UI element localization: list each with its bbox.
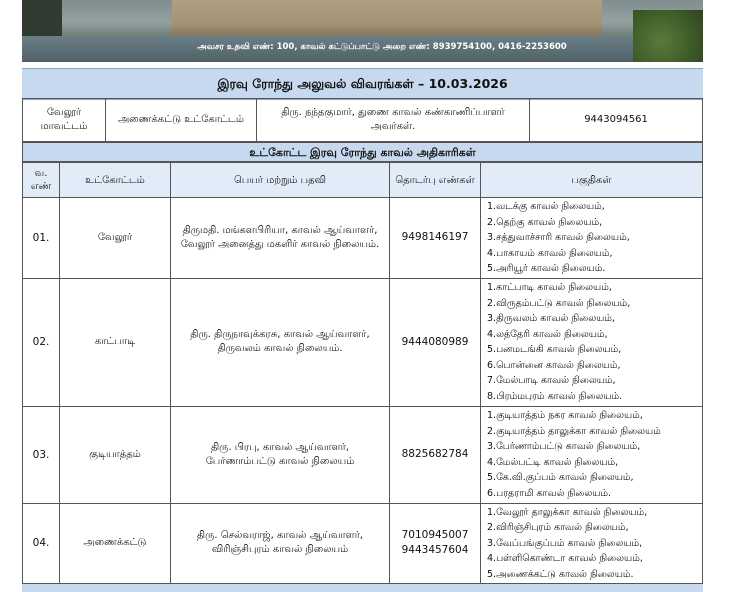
row-sno: 02.	[23, 278, 60, 406]
row-officer-name: திரு. செல்வராஜ், காவல் ஆய்வாளர், விரிஞ்சிபுரம் காவல் நிலையம்	[171, 503, 390, 584]
station-item: 1.குடியாத்தம் நகர காவல் நிலையம்,	[487, 410, 643, 421]
col-header-areas: பகுதிகள்	[481, 163, 703, 198]
row-phone: 9444080989	[390, 278, 481, 406]
station-item: 4.மேல்பட்டி காவல் நிலையம்,	[487, 456, 619, 468]
report-title: இரவு ரோந்து அலுவல் விவரங்கள் – 10.03.2026	[217, 76, 508, 91]
station-item: 1.வேலூர் தாலுக்கா காவல் நிலையம்,	[487, 506, 648, 518]
row-stations	[481, 278, 703, 406]
row-sno: 03.	[23, 406, 60, 503]
station-item: 8.பிரம்மபுரம் காவல் நிலையம்.	[487, 390, 623, 402]
trees-image	[633, 10, 703, 62]
row-stations	[481, 503, 703, 584]
col-header-name: பெயர் மற்றும் பதவி	[171, 163, 390, 198]
row-officer-name: திரு. பிரபு, காவல் ஆய்வாளர், பேர்ணாம்பட்டு காவல் நிலையம்	[171, 406, 390, 503]
patrol-officers-table	[22, 162, 703, 584]
station-item: 7.மேல்பாடி காவல் நிலையம்,	[487, 375, 616, 386]
officer-cell: திரு. நந்தகுமார், துணை காவல் கண்காணிப்பாளர் அவர்கள்.	[257, 99, 530, 142]
table-row	[23, 198, 703, 279]
station-item: 3.திருவலம் காவல் நிலையம்,	[487, 313, 615, 324]
station-item: 6.பரதராமி காவல் நிலையம்.	[487, 487, 612, 499]
table-row	[23, 278, 703, 406]
table-row	[23, 503, 703, 584]
row-phone: 7010945007 9443457604	[390, 503, 481, 584]
table-header-row	[23, 163, 703, 198]
fort-banner-image	[22, 0, 703, 62]
officer-phone-cell: 9443094561	[530, 99, 703, 142]
row-officer-name: திருமதி. மங்களபிரியா, காவல் ஆய்வாளர், வேலூர் அனைத்து மகளிர் காவல் நிலையம்.	[171, 198, 390, 279]
fort-wall-image	[172, 0, 602, 40]
station-item: 4.பாகாயம் காவல் நிலையம்,	[487, 247, 613, 259]
officer-info-table	[22, 98, 703, 142]
subdivision-cell: அணைக்கட்டு உட்கோட்டம்	[106, 99, 257, 142]
row-subdivision: அணைக்கட்டு	[60, 503, 171, 584]
document-sheet	[22, 0, 703, 591]
station-item: 2.தெற்கு காவல் நிலையம்,	[487, 216, 603, 228]
station-item: 3.வேப்பங்குப்பம் காவல் நிலையம்,	[487, 537, 643, 549]
station-item: 2.விருதம்பட்டு காவல் நிலையம்,	[487, 297, 631, 309]
station-item: 1.வடக்கு காவல் நிலையம்,	[487, 201, 605, 212]
row-subdivision: குடியாத்தம்	[60, 406, 171, 503]
station-item: 2.விரிஞ்சிபுரம் காவல் நிலையம்,	[487, 522, 629, 533]
station-item: 3.பேர்ணாம்பட்டு காவல் நிலையம்,	[487, 441, 641, 452]
table-row	[23, 406, 703, 503]
col-header-subdivision: உட்கோட்டம்	[60, 163, 171, 198]
col-header-phone: தொடர்பு எண்கள்	[390, 163, 481, 198]
col-header-sno: வ. எண்	[23, 163, 60, 198]
station-item: 6.பொன்னை காவல் நிலையம்,	[487, 359, 621, 371]
station-item: 2.குடியாத்தம் தாலுக்கா காவல் நிலையம்	[487, 425, 661, 437]
row-officer-name: திரு. திருநாவுக்கரசு, காவல் ஆய்வாளர், திருவலம் காவல் நிலையம்.	[171, 278, 390, 406]
section-subheading: உட்கோட்ட இரவு ரோந்து காவல் அதிகாரிகள்	[22, 142, 703, 162]
row-phone: 8825682784	[390, 406, 481, 503]
station-item: 4.பள்ளிகொண்டா காவல் நிலையம்,	[487, 553, 643, 564]
report-title-bar	[22, 68, 703, 100]
station-item: 5.பனமடங்கி காவல் நிலையம்,	[487, 344, 622, 355]
station-item: 5.அரியூர் காவல் நிலையம்.	[487, 263, 606, 274]
row-stations	[481, 406, 703, 503]
row-stations	[481, 198, 703, 279]
row-subdivision: காட்பாடி	[60, 278, 171, 406]
row-phone: 9498146197	[390, 198, 481, 279]
station-item: 3.சத்துவாச்சாரி காவல் நிலையம்,	[487, 232, 630, 243]
station-item: 5.கே.வி.குப்பம் காவல் நிலையம்,	[487, 472, 634, 483]
district-cell: வேலூர் மாவட்டம்	[23, 99, 106, 142]
station-item: 4.லத்தேரி காவல் நிலையம்,	[487, 328, 608, 340]
row-sno: 01.	[23, 198, 60, 279]
helpline-text: அவசர உதவி எண்: 100, காவல் கட்டுப்பாட்டு அறை எண்: 8939754100, 0416-2253600	[197, 42, 567, 52]
station-item: 1.காட்பாடி காவல் நிலையம்,	[487, 282, 612, 293]
row-subdivision: வேலூர்	[60, 198, 171, 279]
station-item: 5.அணைக்கட்டு காவல் நிலையம்.	[487, 568, 634, 580]
row-sno: 04.	[23, 503, 60, 584]
